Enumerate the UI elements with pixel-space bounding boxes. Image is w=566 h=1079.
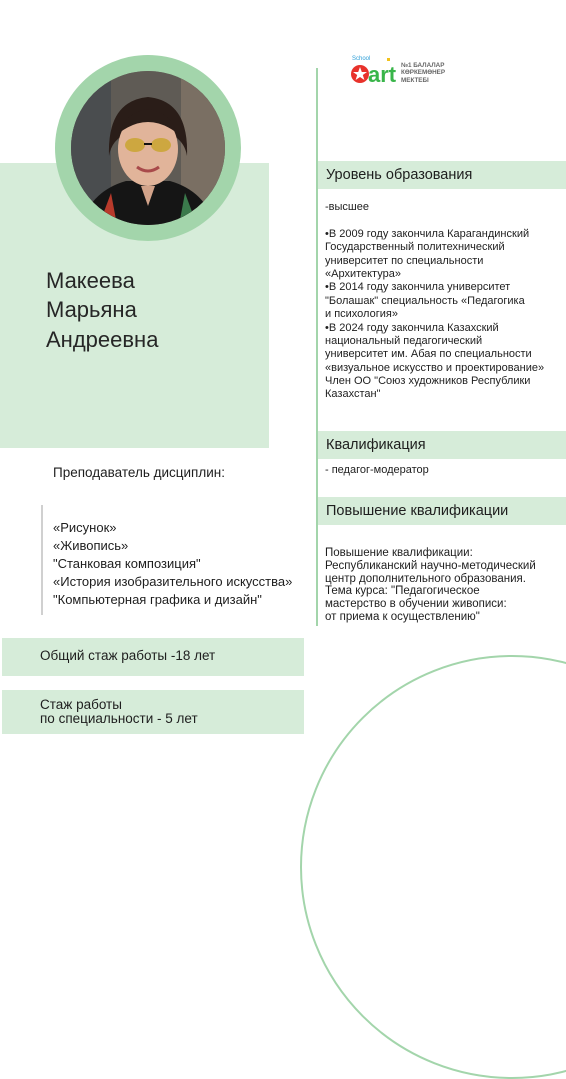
education-line: университет по специальности	[325, 254, 484, 267]
qualification-header-bar	[318, 431, 566, 459]
total-experience-bar	[2, 638, 304, 676]
education-line: университет им. Абая по специальности	[325, 348, 532, 361]
training-line: от приема к осуществлению"	[325, 610, 480, 623]
logo-brand-text: art	[368, 62, 397, 86]
education-line: «визуальное искусство и проектирование»	[325, 361, 545, 374]
disciplines-title: Преподаватель дисциплин:	[53, 465, 225, 480]
qualification-header: Квалификация	[326, 437, 426, 453]
discipline-item: «Рисунок»	[53, 520, 117, 535]
logo-line-3: МЕКТЕБІ	[401, 76, 429, 84]
person-last-name: Макеева	[46, 268, 135, 293]
qualification-value: - педагог-модератор	[325, 464, 429, 476]
column-divider	[316, 68, 318, 626]
discipline-item: «Живопись»	[53, 538, 129, 553]
education-line: и психология»	[325, 308, 398, 321]
training-line: мастерство в обучении живописи:	[325, 598, 507, 611]
logo-mark-icon	[349, 52, 401, 86]
total-experience-text: Общий стаж работы -18 лет	[40, 648, 216, 663]
logo-line-1: №1 БАЛАЛАР	[401, 62, 445, 69]
training-header-bar	[318, 497, 566, 525]
person-patronymic: Андреевна	[46, 327, 159, 352]
education-line: •В 2009 году закончила Карагандинский	[325, 227, 530, 240]
education-line: национальный педагогический	[325, 334, 483, 347]
logo-line-2: КӨРКЕМӨНЕР	[401, 69, 446, 77]
education-line: Государственный политехнический	[325, 241, 505, 254]
education-header-bar	[318, 161, 566, 189]
school-logo	[349, 52, 449, 88]
training-line: Повышение квалификации:	[325, 547, 473, 559]
training-line: Республиканский научно-методический	[325, 559, 536, 572]
specialty-experience-bar	[2, 690, 304, 734]
education-line: •В 2014 году закончила университет	[325, 281, 511, 294]
training-details	[325, 547, 565, 624]
education-line: •В 2024 году закончила Казахский	[325, 321, 499, 334]
discipline-item: «История изобразительного искусства»	[53, 574, 293, 589]
education-line: -высшее	[325, 201, 369, 213]
decorative-arc	[300, 655, 566, 1079]
discipline-item: "Станковая композиция"	[53, 556, 201, 571]
specialty-experience-line-2: по специальности - 5 лет	[40, 711, 198, 726]
education-details	[325, 201, 565, 402]
training-line: Тема курса: "Педагогическое	[325, 585, 480, 598]
education-line: Член ОО "Союз художников Республики	[325, 375, 531, 388]
training-line: центр дополнительного образования.	[325, 572, 526, 585]
specialty-experience-line-1: Стаж работы	[40, 697, 122, 712]
profile-photo	[71, 71, 225, 225]
portrait-image-icon	[71, 71, 225, 225]
education-line: Казахстан"	[325, 388, 381, 401]
discipline-item: "Компьютерная графика и дизайн"	[53, 592, 262, 607]
logo-school-small: School	[352, 56, 371, 62]
person-first-name: Марьяна	[46, 297, 137, 322]
education-line: «Архитектура»	[325, 267, 401, 280]
education-line: "Болашак" специальность «Педагогика	[325, 294, 525, 307]
training-header: Повышение квалификации	[326, 503, 509, 519]
disciplines-divider	[41, 505, 43, 615]
education-header: Уровень образования	[326, 167, 473, 183]
education-line	[325, 214, 565, 227]
